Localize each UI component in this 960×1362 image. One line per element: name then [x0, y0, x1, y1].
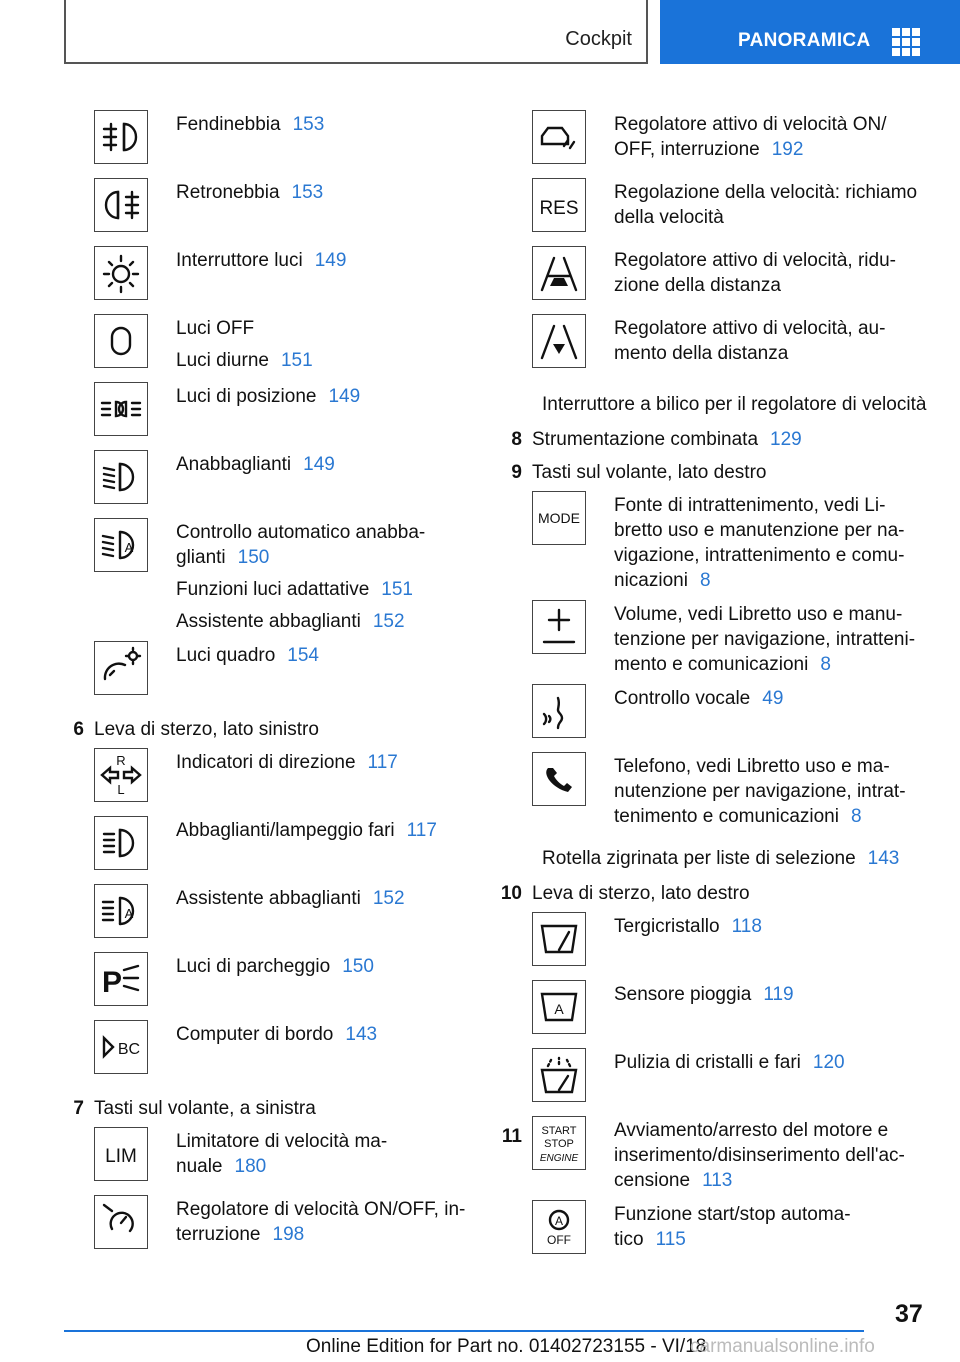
item-line	[176, 384, 360, 409]
item-text	[614, 1116, 905, 1200]
item-label: Indicatori di direzione	[176, 752, 356, 773]
section-heading	[510, 460, 930, 485]
list-item	[72, 1127, 482, 1195]
item-line	[614, 316, 885, 366]
list-item	[72, 1195, 482, 1263]
page-link[interactable]: 151	[381, 579, 413, 600]
item-line	[614, 982, 794, 1007]
auto-start-stop-icon	[532, 1200, 586, 1254]
list-item	[72, 641, 482, 709]
section-heading	[72, 717, 482, 742]
item-text	[614, 684, 783, 718]
lights-off-icon	[94, 314, 148, 368]
item-line	[176, 1022, 377, 1047]
page-link[interactable]: 8	[699, 570, 711, 591]
washer-icon	[532, 1048, 586, 1102]
item-label: Luci diurne	[176, 350, 269, 371]
item-text	[176, 816, 437, 850]
item-label: bretto uso e manutenzione per na-	[614, 520, 905, 541]
page-link[interactable]: 154	[287, 645, 319, 666]
right-column	[500, 110, 930, 1268]
item-line	[176, 818, 437, 843]
svg-text:LIM: LIM	[105, 1146, 137, 1167]
wiper-icon	[532, 912, 586, 966]
item-label: zione della distanza	[614, 275, 781, 296]
svg-text:BC: BC	[117, 1041, 141, 1058]
item-label: Assistente abbaglianti	[176, 888, 361, 909]
item-label: glianti	[176, 547, 226, 568]
auto-headlight-icon	[94, 518, 148, 572]
high-beam-icon	[94, 816, 148, 870]
item-line	[176, 112, 324, 137]
page-link[interactable]: 117	[406, 820, 437, 841]
page-link[interactable]: 150	[237, 547, 270, 568]
item-line	[614, 248, 896, 298]
page-link[interactable]: 152	[372, 611, 405, 632]
page-link[interactable]: 129	[770, 429, 802, 450]
item-line	[614, 493, 904, 593]
item-label: Fonte di intrattenimento, vedi Li-	[614, 495, 886, 516]
item-line	[614, 686, 783, 711]
item-text	[176, 110, 324, 144]
item-text	[176, 1127, 387, 1186]
item-text	[176, 884, 405, 918]
item-label: Pulizia di cristalli e fari	[614, 1052, 801, 1073]
item-text	[176, 450, 335, 484]
item-label: Assistente abbaglianti	[176, 611, 361, 632]
item-line	[176, 452, 335, 477]
item-text	[176, 748, 398, 782]
volume-icon	[532, 600, 586, 654]
page-number: 37	[895, 1300, 923, 1328]
item-label: nutenzione per navigazione, intrat-	[614, 781, 906, 802]
item-line	[176, 954, 374, 979]
rain-sensor-icon	[532, 980, 586, 1034]
active-cruise-icon	[532, 110, 586, 164]
cruise-control-icon	[94, 1195, 148, 1249]
item-text	[614, 752, 906, 836]
page-link[interactable]: 180	[234, 1156, 267, 1177]
page-link[interactable]: 119	[763, 984, 794, 1005]
item-line	[176, 609, 425, 634]
list-item	[72, 450, 482, 518]
item-label: Regolatore attivo di velocità, au-	[614, 318, 886, 339]
header-section	[64, 0, 648, 64]
section-label: Tasti sul volante, lato destro	[532, 462, 767, 483]
section-number: 10	[500, 883, 522, 904]
item-label: mento e comunicazioni	[614, 654, 809, 675]
section-heading	[510, 427, 930, 452]
list-item	[72, 110, 482, 178]
list-item	[72, 314, 482, 382]
item-label: Luci di posizione	[176, 386, 317, 407]
page-link[interactable]: 198	[272, 1224, 305, 1245]
svg-text:STOP: STOP	[544, 1138, 574, 1150]
item-line	[614, 602, 915, 677]
item-label: Luci quadro	[176, 645, 276, 666]
page-link[interactable]: 113	[702, 1170, 733, 1191]
section-number: 8	[511, 429, 522, 450]
list-item	[72, 952, 482, 1020]
svg-text:RES: RES	[539, 198, 579, 219]
item-label: tenimento e comunicazioni	[614, 806, 839, 827]
page-link[interactable]: 153	[291, 182, 324, 203]
item-text	[614, 246, 896, 305]
svg-text:A: A	[554, 1001, 564, 1017]
voice-control-icon	[532, 684, 586, 738]
list-item	[510, 752, 930, 836]
svg-text:R: R	[116, 753, 126, 768]
section-number: 6	[73, 719, 84, 740]
item-line	[176, 886, 405, 911]
parking-lights-icon	[94, 382, 148, 436]
list-item	[72, 518, 482, 641]
item-text	[176, 178, 323, 212]
item-text	[176, 314, 313, 380]
page-link[interactable]: 8	[850, 806, 862, 827]
page-link[interactable]: 153	[292, 114, 325, 135]
item-text	[176, 641, 319, 675]
item-line	[614, 112, 886, 162]
page-link[interactable]: 143	[345, 1024, 378, 1045]
page-link[interactable]: 118	[731, 916, 762, 937]
item-label: OFF, interruzione	[614, 139, 760, 160]
distance-increase-icon	[532, 314, 586, 368]
list-item	[510, 912, 930, 980]
item-line	[176, 1197, 465, 1247]
item-label: vigazione, intrattenimento e comu-	[614, 545, 905, 566]
phone-icon	[532, 752, 586, 806]
page-link[interactable]: 115	[655, 1229, 686, 1250]
list-item	[510, 1048, 930, 1116]
list-item	[72, 178, 482, 246]
item-text	[614, 912, 762, 946]
page-link[interactable]: 149	[303, 454, 335, 475]
grid-icon	[892, 28, 920, 56]
item-label: terruzione	[176, 1224, 261, 1245]
svg-text:OFF: OFF	[547, 1233, 571, 1247]
item-label: Anabbaglianti	[176, 454, 292, 475]
page-link[interactable]: 8	[820, 654, 831, 675]
page-link[interactable]: 151	[280, 350, 313, 371]
svg-text:ENGINE: ENGINE	[539, 1153, 579, 1164]
item-label: Regolazione della velocità: richiamo	[614, 182, 918, 203]
section-number: 11	[501, 1126, 522, 1147]
res-icon	[532, 178, 586, 232]
item-line	[176, 577, 425, 602]
distance-decrease-icon	[532, 246, 586, 300]
item-label: Limitatore di velocità ma-	[176, 1131, 388, 1152]
item-line	[614, 1202, 851, 1252]
watermark: carmanualsonline.info	[690, 1336, 875, 1357]
list-item	[510, 314, 930, 382]
item-label: Abbaglianti/lampeggio fari	[176, 820, 395, 841]
item-label: Interruttore luci	[176, 250, 303, 271]
list-item	[510, 980, 930, 1048]
svg-text:A: A	[124, 906, 134, 921]
item-line	[176, 180, 323, 205]
item-label: inserimento/disinserimento dell'ac-	[614, 1145, 905, 1166]
item-label: Tergicristallo	[614, 916, 720, 937]
item-text	[614, 110, 886, 169]
item-label: Avviamento/arresto del motore e	[614, 1120, 889, 1141]
item-text	[614, 314, 885, 373]
svg-text:L: L	[117, 782, 125, 797]
item-label: Luci OFF	[176, 318, 255, 339]
item-line	[614, 1050, 845, 1075]
list-item	[510, 600, 930, 684]
item-line	[176, 750, 398, 775]
item-label: Computer di bordo	[176, 1024, 334, 1045]
list-item	[510, 1116, 930, 1200]
item-label: Volume, vedi Libretto uso e manu-	[614, 604, 903, 625]
section-label: Strumentazione combinata	[532, 429, 759, 450]
tab-label: PANORAMICA	[738, 30, 871, 51]
item-label: Controllo vocale	[614, 688, 751, 709]
item-text	[614, 600, 915, 684]
page-link[interactable]: 49	[762, 688, 784, 709]
item-text	[176, 518, 425, 641]
item-label: tico	[614, 1229, 644, 1250]
instrument-lighting-icon	[94, 641, 148, 695]
item-line	[176, 1129, 387, 1179]
page-link[interactable]: 120	[812, 1052, 845, 1073]
item-text	[176, 952, 374, 986]
section-number: 9	[511, 462, 522, 483]
item-label: Luci di parcheggio	[176, 956, 331, 977]
section-number: 7	[73, 1098, 84, 1119]
item-text	[176, 246, 346, 280]
list-item	[510, 178, 930, 246]
list-item	[72, 748, 482, 816]
item-text	[614, 980, 794, 1014]
item-line	[614, 180, 917, 230]
fog-rear-icon	[94, 178, 148, 232]
fog-front-icon	[94, 110, 148, 164]
item-text	[614, 491, 904, 600]
section-heading	[72, 1096, 482, 1121]
left-column	[72, 110, 482, 1263]
item-label: Regolatore attivo di velocità, ridu-	[614, 250, 896, 271]
svg-text:A: A	[554, 1214, 564, 1228]
item-line	[614, 914, 762, 939]
item-label: Fendinebbia	[176, 114, 281, 135]
item-line	[176, 348, 313, 373]
item-label: Retronebbia	[176, 182, 280, 203]
onboard-computer-icon	[94, 1020, 148, 1074]
item-line	[614, 754, 906, 829]
list-item	[72, 1020, 482, 1088]
item-text	[614, 1048, 845, 1082]
low-beam-icon	[94, 450, 148, 504]
svg-text:MODE: MODE	[538, 510, 580, 526]
page-link[interactable]: 143	[867, 848, 900, 869]
item-line	[176, 316, 313, 341]
item-text	[176, 1020, 377, 1054]
item-label: Regolatore attivo di velocità ON/	[614, 114, 887, 135]
item-label: Sensore pioggia	[614, 984, 752, 1005]
panorama-tab[interactable]	[660, 0, 960, 64]
item-label: della velocità	[614, 207, 724, 228]
section-heading	[500, 881, 930, 906]
page-link[interactable]: 149	[314, 250, 347, 271]
high-beam-assist-icon	[94, 884, 148, 938]
section-title: Cockpit	[565, 28, 632, 50]
list-item	[72, 884, 482, 952]
section-label: Tasti sul volante, a sinistra	[94, 1098, 316, 1119]
item-text	[176, 382, 360, 416]
section-label: Leva di sterzo, lato destro	[532, 883, 750, 904]
list-item	[510, 110, 930, 178]
entry-label: Interruttore a bilico per il regolatore di velocità	[542, 394, 927, 415]
list-item	[510, 246, 930, 314]
item-label: Telefono, vedi Libretto uso e ma-	[614, 756, 890, 777]
list-item	[72, 246, 482, 314]
page-link[interactable]: 117	[367, 752, 398, 773]
svg-text:A: A	[124, 540, 134, 555]
item-label: mento della distanza	[614, 343, 789, 364]
list-item	[72, 382, 482, 450]
list-item	[510, 684, 930, 752]
item-label: Regolatore di velocità ON/OFF, in-	[176, 1199, 466, 1220]
entry-label: Rotella zigrinata per liste di selezione	[542, 848, 856, 869]
svg-text:START: START	[541, 1125, 577, 1137]
section-label: Leva di sterzo, lato sinistro	[94, 719, 319, 740]
list-item	[72, 816, 482, 884]
item-label: censione	[614, 1170, 691, 1191]
item-line	[176, 520, 425, 570]
item-line	[176, 248, 346, 273]
edition-text: Online Edition for Part no. 01402723155 - VI/18	[306, 1336, 707, 1357]
item-text	[176, 1195, 465, 1254]
item-label: nuale	[176, 1156, 223, 1177]
turn-signal-icon	[94, 748, 148, 802]
page-link[interactable]: 150	[342, 956, 374, 977]
list-item	[510, 1200, 930, 1268]
page-link[interactable]: 152	[372, 888, 405, 909]
page-link[interactable]: 149	[328, 386, 361, 407]
plain-entry	[510, 846, 930, 871]
start-stop-icon	[532, 1116, 586, 1170]
item-label: Funzione start/stop automa-	[614, 1204, 851, 1225]
svg-text:P: P	[102, 966, 123, 999]
mode-icon	[532, 491, 586, 545]
plain-entry	[510, 392, 930, 417]
item-text	[614, 178, 917, 237]
page-link[interactable]: 192	[771, 139, 804, 160]
item-label: Funzioni luci adattative	[176, 579, 370, 600]
item-line	[176, 643, 319, 668]
lim-icon	[94, 1127, 148, 1181]
item-label: nicazioni	[614, 570, 688, 591]
item-text	[614, 1200, 851, 1259]
parking-light-icon	[94, 952, 148, 1006]
list-item	[510, 491, 930, 600]
item-label: tenzione per navigazione, intratteni-	[614, 629, 916, 650]
item-line	[614, 1118, 905, 1193]
item-label: Controllo automatico anabba-	[176, 522, 426, 543]
light-switch-icon	[94, 246, 148, 300]
